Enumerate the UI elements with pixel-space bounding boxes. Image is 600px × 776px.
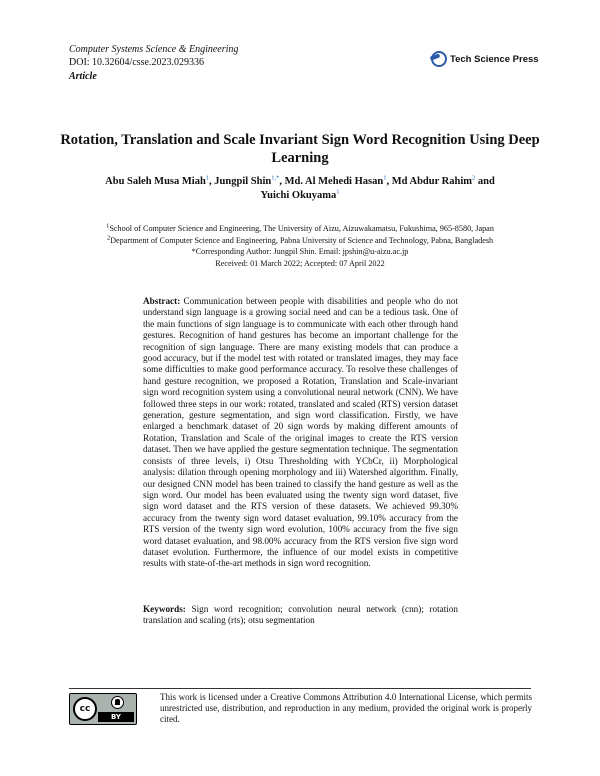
license-text[interactable]: This work is licensed under a Creative Commons Attribution 4.0 International License, which permits unrestricted use, distribution, and reproduction in any medium, provided the original work is properly cited. xyxy=(160,692,532,724)
author-affil-mark: 2 xyxy=(472,174,476,182)
author-name[interactable]: Yuichi Okuyama xyxy=(260,190,337,201)
author-affil-mark: 1 xyxy=(336,188,340,196)
publisher-logo xyxy=(431,51,539,67)
by-label: BY xyxy=(98,712,134,722)
keywords-text: Sign word recognition; convolution neural network (cnn); rotation translation and scaling (rts); otsu segmentation xyxy=(143,604,459,626)
tsp-logo-icon xyxy=(431,51,447,67)
author-separator: , xyxy=(279,176,285,187)
author-name[interactable]: Md. Al Mehedi Hasan xyxy=(284,176,384,187)
affiliation-1 xyxy=(60,223,540,235)
publisher-name: Tech Science Press xyxy=(450,53,539,65)
author-separator: , xyxy=(209,176,215,187)
author-affil-mark: 1 xyxy=(383,174,387,182)
author-separator: and xyxy=(475,176,495,187)
doi[interactable]: DOI: 10.32604/csse.2023.029336 xyxy=(69,57,204,68)
affil-mark: 1 xyxy=(106,222,110,230)
author-affil-mark: 1 xyxy=(205,174,210,182)
author-affil-mark: 1,* xyxy=(271,174,280,182)
cc-by-license-badge[interactable] xyxy=(69,693,137,725)
affiliations xyxy=(60,223,540,269)
affil-text: School of Computer Science and Engineering, The University of Aizu, Aizuwakamatsu, Fukushima, 965-8580, Japan xyxy=(109,224,494,233)
creative-commons-icon: cc xyxy=(73,697,97,721)
received-accepted-dates: Received: 01 March 2022; Accepted: 07 April 2022 xyxy=(215,258,385,268)
author-list xyxy=(60,175,540,203)
author-name[interactable]: Jungpil Shin xyxy=(214,176,272,187)
author-separator: , xyxy=(386,176,392,187)
author-name[interactable]: Md Abdur Rahim xyxy=(391,176,473,187)
article-type: Article xyxy=(69,71,97,82)
paper-title: Rotation, Translation and Scale Invariant Sign Word Recognition Using Deep Learning xyxy=(60,132,540,166)
attribution-person-icon xyxy=(111,696,124,709)
keywords xyxy=(143,604,458,627)
affil-text: Department of Computer Science and Engineering, Pabna University of Science and Technology, Pabna, Bangladesh xyxy=(110,235,494,245)
journal-name: Computer Systems Science & Engineering xyxy=(69,44,239,55)
corresponding-author[interactable]: *Corresponding Author: Jungpil Shin. Email: jpshin@u-aizu.ac.jp xyxy=(191,247,409,256)
abstract-text: Communication between people with disabilities and people who do not understand sign language is a growing social need and can be a tedious task. One of the main functions of sign language is to communicate with each other through hand gestures. Recognition of hand gestures has become an important challenge for the recognition of sign language. There are many existing models that can produce a good accuracy, but if the model test with rotated or translated images, they may face some difficulties to make good performance accuracy. To resolve these challenges of hand gesture recognition, we proposed a Rotation, Translation and Scale-invariant sign word recognition system using a convolutional neural network (CNN). We have followed three steps in our work: rotated, translated and scaled (RTS) version dataset generation, gesture segmentation, and sign word classification. Firstly, we have enlarged a benchmark dataset of 20 sign words by making different amounts of Rotation, Translation and Scale of the original images to create the RTS version dataset. Then we have applied the gesture segmentation technique. The segmentation consists of three levels, i) Otsu Thresholding with YCbCr, ii) Morphological analysis: dilation through opening morphology and iii) Watershed algorithm. Finally, our designed CNN model has been trained to classify the hand gesture as well as the sign word. Our model has been evaluated using the twenty sign word dataset, five sign word dataset and the RTS version of these datasets. We achieved 99.30% accuracy from the twenty sign word dataset evaluation, 99.10% accuracy from the RTS version of the twenty sign word evolution, 100% accuracy from the five sign word dataset evaluation, and 98.00% accuracy from the RTS version five sign word dataset evolution. Furthermore, the influence of our model exists in competitive results with state-of-the-art methods in sign word recognition. xyxy=(143,296,458,569)
affil-mark: 2 xyxy=(106,233,111,241)
author-name[interactable]: Abu Saleh Musa Miah xyxy=(105,176,206,187)
license-divider xyxy=(69,688,531,689)
affiliation-2 xyxy=(60,235,540,247)
abstract-label: Abstract: xyxy=(143,296,181,306)
abstract xyxy=(143,296,458,570)
keywords-label: Keywords: xyxy=(143,604,186,614)
